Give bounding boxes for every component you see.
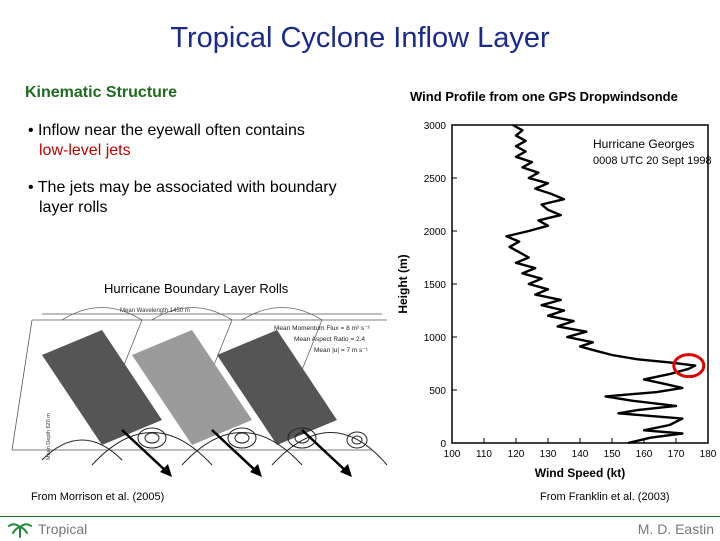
x-tick-label: 130 <box>539 449 557 460</box>
legend-time: 0008 UTC 20 Sept 1998 <box>593 155 712 167</box>
depth-label: Mean Depth 620 m <box>46 413 52 460</box>
y-tick-label: 1500 <box>423 280 446 291</box>
legend-box <box>585 129 703 175</box>
slide-title: Tropical Cyclone Inflow Layer <box>170 22 550 54</box>
credit-franklin: From Franklin et al. (2003) <box>540 491 670 503</box>
footer-left-text: Tropical <box>38 521 88 537</box>
x-tick-label: 100 <box>443 449 461 460</box>
boundary-layer-rolls-figure <box>2 300 392 482</box>
y-tick-label: 2500 <box>423 174 446 185</box>
x-tick-label: 160 <box>635 449 653 460</box>
x-tick-label: 120 <box>507 449 525 460</box>
y-tick-label: 3000 <box>423 121 446 132</box>
mean-speed-label: Mean |u| = 7 m s⁻¹ <box>314 347 368 354</box>
y-tick-label: 2000 <box>423 227 446 238</box>
low-level-jets-highlight: low-level jets <box>39 142 131 159</box>
bullet-continuation: layer rolls <box>39 199 108 216</box>
kinematic-subheading: Kinematic Structure <box>25 84 178 101</box>
legend-storm-name: Hurricane Georges <box>593 137 695 151</box>
wavelength-label: Mean Wavelength 1450 m <box>120 308 190 314</box>
y-tick-label: 1000 <box>423 333 446 344</box>
bullet-text: Inflow near the eyewall often contains <box>38 122 305 139</box>
credit-morrison: From Morrison et al. (2005) <box>31 491 165 503</box>
bullet-marker: • <box>28 122 39 139</box>
x-tick-label: 170 <box>667 449 685 460</box>
rolls-figure-title: Hurricane Boundary Layer Rolls <box>104 281 289 296</box>
momentum-flux-label: Mean Momentum Flux = 8 m² s⁻² <box>274 325 370 332</box>
wind-profile-chart <box>395 112 720 482</box>
y-tick-label: 0 <box>440 439 446 450</box>
bullet-low-level-jets <box>28 121 305 161</box>
aspect-ratio-label: Mean Aspect Ratio = 2.4 <box>294 336 366 343</box>
wind-profile-heading: Wind Profile from one GPS Dropwindsonde <box>410 89 678 104</box>
footer-bar <box>0 516 720 541</box>
y-axis-label: Height (m) <box>396 254 410 314</box>
x-tick-label: 150 <box>603 449 621 460</box>
x-tick-label: 140 <box>571 449 589 460</box>
footer-author: M. D. Eastin <box>637 521 714 537</box>
bullet-text: The jets may be associated with boundary <box>37 179 337 196</box>
bullet-boundary-layer-rolls <box>28 178 337 218</box>
palm-logo-icon <box>8 520 32 538</box>
bullet-marker: • <box>28 179 38 196</box>
x-axis-label: Wind Speed (kt) <box>534 466 626 480</box>
x-tick-label: 180 <box>699 449 717 460</box>
x-tick-label: 110 <box>476 449 492 460</box>
y-tick-label: 500 <box>429 386 446 397</box>
